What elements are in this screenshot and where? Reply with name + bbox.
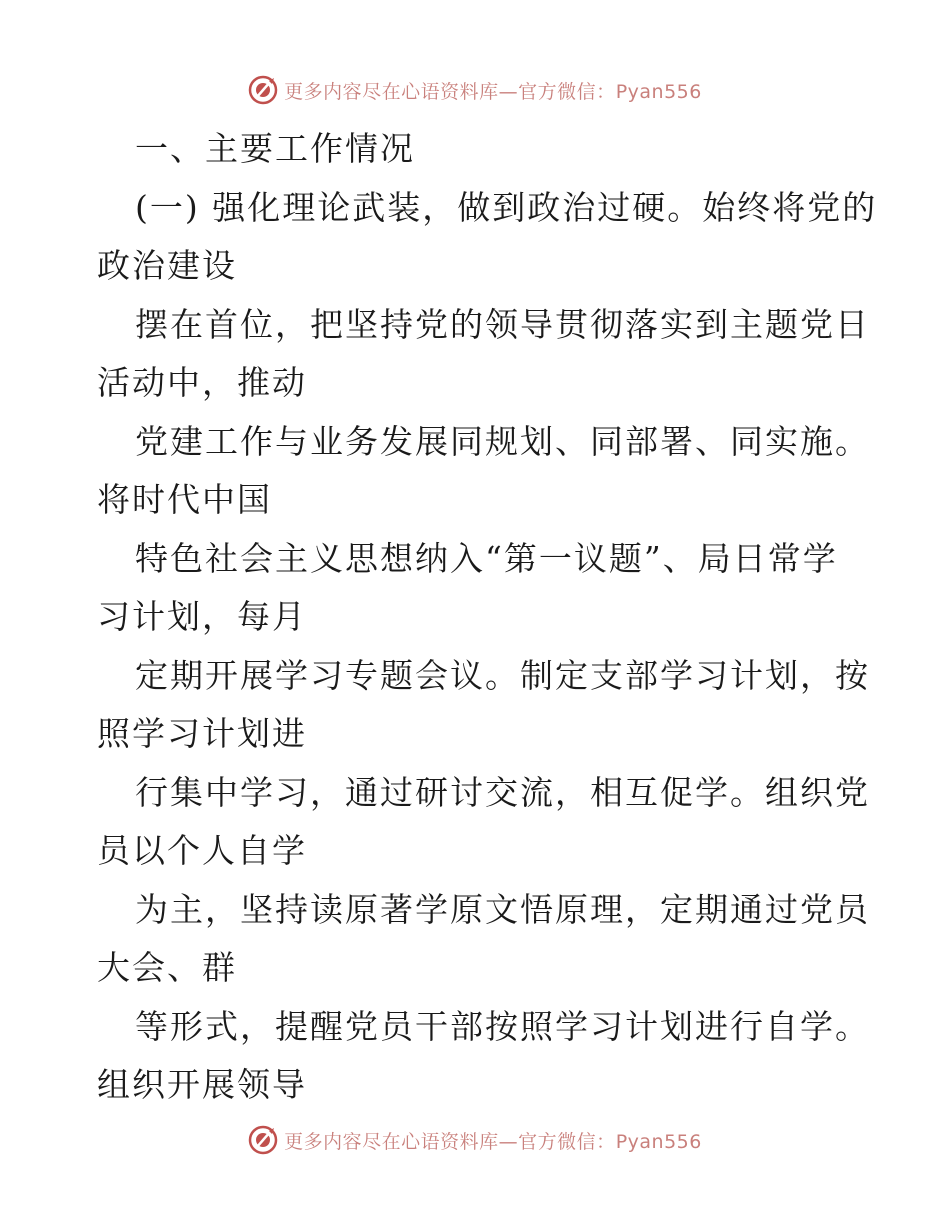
section-heading: 一、主要工作情况 bbox=[135, 129, 415, 168]
watermark-banner-bottom bbox=[0, 1120, 950, 1160]
paragraph-line: 政治建设 bbox=[97, 246, 237, 285]
paragraph-line: 为主，坚持读原著学原文悟原理，定期通过党员 bbox=[135, 889, 870, 929]
paragraph-line: 行集中学习，通过研讨交流，相互促学。组织党 bbox=[135, 772, 870, 812]
paragraph-line: 特色社会主义思想纳入“第一议题”、局日常学 bbox=[135, 538, 838, 578]
paragraph-line: 大会、群 bbox=[97, 948, 237, 987]
quill-emblem-icon bbox=[248, 1125, 278, 1155]
paragraph-line: 组织开展领导 bbox=[97, 1065, 307, 1104]
paragraph-line: 活动中，推动 bbox=[97, 363, 307, 402]
paragraph-line: 党建工作与业务发展同规划、同部署、同实施。 bbox=[135, 421, 870, 461]
watermark-text: 更多内容尽在心语资料库—官方微信：Pyan556 bbox=[284, 80, 702, 103]
watermark-text: 更多内容尽在心语资料库—官方微信：Pyan556 bbox=[284, 1130, 702, 1153]
paragraph-line: (一) 强化理论武装，做到政治过硬。始终将党的 bbox=[135, 187, 878, 227]
quill-emblem-icon bbox=[248, 75, 278, 105]
paragraph-line: 员以个人自学 bbox=[97, 831, 307, 870]
paragraph-line: 照学习计划进 bbox=[97, 714, 307, 753]
paragraph-line: 等形式，提醒党员干部按照学习计划进行自学。 bbox=[135, 1006, 870, 1046]
paragraph-line: 定期开展学习专题会议。制定支部学习计划，按 bbox=[135, 655, 870, 695]
paragraph-line: 习计划，每月 bbox=[97, 597, 307, 636]
watermark-banner-top bbox=[0, 70, 950, 110]
paragraph-line: 摆在首位，把坚持党的领导贯彻落实到主题党日 bbox=[135, 304, 870, 344]
paragraph-line: 将时代中国 bbox=[97, 480, 272, 519]
document-body bbox=[97, 120, 878, 1115]
